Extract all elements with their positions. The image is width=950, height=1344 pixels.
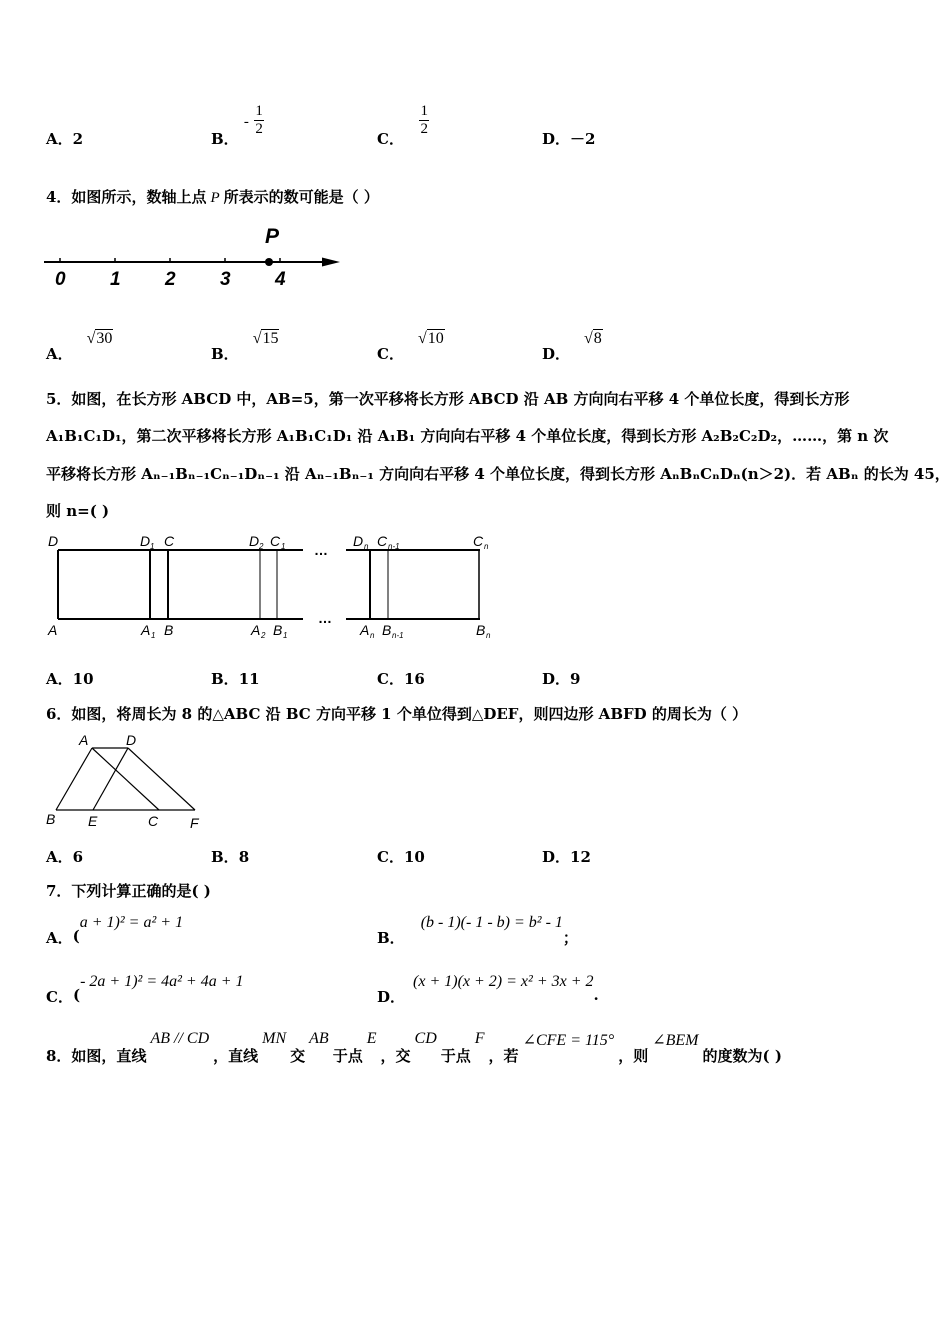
tick-label: 0 (55, 269, 66, 290)
q6-options (46, 846, 926, 868)
math-angle-cfe: ∠CFE = 115° (522, 1032, 615, 1049)
label-an-sub: n (370, 631, 375, 640)
formula: - 2a + 1)² = 4a² + 4a + 1 (80, 973, 244, 990)
square-root (418, 330, 445, 348)
stem-text: 于点 (440, 1047, 471, 1065)
option-letter: A． (46, 848, 73, 866)
label-b1-sub: 1 (283, 631, 288, 640)
q3-option-b[interactable] (211, 103, 264, 149)
math-cd: CD (414, 1030, 437, 1047)
label-d1-sub: 1 (150, 542, 155, 551)
option-c[interactable] (377, 330, 445, 364)
stem-text: 所表示的数可能是（ ） (223, 188, 379, 206)
math-f: F (474, 1030, 485, 1047)
option-c[interactable] (377, 846, 425, 867)
option-letter: B． (211, 670, 239, 688)
q3-option-d[interactable] (542, 128, 595, 149)
option-letter: A． (46, 345, 73, 363)
option-letter: D． (542, 670, 571, 688)
point-symbol: P (210, 190, 220, 206)
stem-text: ，若 (488, 1047, 519, 1065)
segment-ab (56, 748, 92, 810)
label-e: E (88, 813, 98, 829)
square-root (253, 330, 280, 348)
radical-sign-icon: √ (417, 330, 427, 347)
option-c[interactable] (377, 668, 425, 689)
tick-label: 3 (220, 269, 231, 290)
denominator: 2 (255, 121, 263, 137)
formula: a + 1)² = a² + 1 (79, 914, 184, 931)
label-a1: A (141, 622, 151, 638)
stem-text: ，交 (380, 1047, 411, 1065)
segment-de (93, 748, 128, 810)
option-value: 11 (238, 670, 260, 688)
label-c: C (164, 533, 175, 549)
segment-ac (92, 748, 159, 810)
tick-label: 2 (165, 269, 176, 290)
q7-option-a[interactable] (46, 914, 183, 948)
label-a: A (48, 622, 58, 638)
stem-text: 8．如图，直线 (46, 1047, 147, 1065)
label-cn1: C (377, 533, 388, 549)
option-d[interactable] (542, 668, 580, 689)
square-root (87, 330, 114, 348)
q5-line-1: 5．如图，在长方形 ABCD 中，AB=5，第一次平移将长方形 ABCD 沿 AB 方向向右平移 4 个单位长度，得到长方形 (46, 390, 850, 408)
math-ab: AB (309, 1030, 329, 1047)
label-a: A (79, 732, 89, 748)
radicand: 15 (262, 330, 279, 347)
q5-line-3: 平移将长方形 Aₙ₋₁Bₙ₋₁Cₙ₋₁Dₙ₋₁ 沿 Aₙ₋₁Bₙ₋₁ 方向向右平移 4 个单位长度，得到长方形 AₙBₙCₙDₙ(n＞2)．若 ABₙ 的长为 45， (46, 465, 950, 483)
option-value: 6 (72, 848, 84, 866)
denominator: 2 (420, 121, 428, 137)
label-bn1: B (382, 622, 392, 638)
label-cn1-sub: n-1 (388, 542, 400, 551)
option-value: 16 (403, 670, 425, 688)
label-cn: C (473, 533, 484, 549)
number-line-figure (40, 222, 350, 294)
point-p-label: P (265, 225, 280, 248)
option-value: －2 (570, 130, 596, 148)
option-letter: C． (377, 670, 404, 688)
option-a[interactable] (46, 846, 83, 867)
trailing-punct: ； (562, 929, 578, 947)
option-d[interactable] (542, 330, 603, 364)
label-b: B (46, 811, 56, 827)
label-d2-sub: 2 (259, 542, 264, 551)
stem-text: 交 (290, 1047, 306, 1065)
label-a2-sub: 2 (261, 631, 266, 640)
top-ellipsis: … (314, 542, 328, 558)
label-b: B (164, 622, 174, 638)
radicand: 10 (427, 330, 444, 347)
stem-text: 4．如图所示，数轴上点 (46, 188, 207, 206)
q8-stem (46, 1030, 782, 1070)
triangle-translation-figure (40, 730, 215, 832)
option-letter: D． (377, 988, 406, 1006)
q7-option-d[interactable] (377, 973, 599, 1007)
label-d2: D (249, 533, 260, 549)
math-e: E (366, 1030, 377, 1047)
label-bn-sub: n (486, 631, 491, 640)
radical-sign-icon: √ (584, 330, 593, 347)
radical-sign-icon: √ (86, 330, 96, 347)
radicand: 30 (96, 330, 113, 347)
label-a2: A (251, 622, 261, 638)
label-d: D (126, 732, 137, 748)
q7-option-c[interactable] (46, 973, 244, 1007)
trailing-punct: . (593, 986, 599, 1004)
option-letter: C． (377, 848, 404, 866)
option-b[interactable] (211, 846, 249, 867)
label-f: F (190, 815, 199, 831)
option-value: 8 (238, 848, 250, 866)
label-bn1-sub: n-1 (392, 631, 404, 640)
option-letter: C． (46, 988, 73, 1006)
option-value: 2 (72, 130, 84, 148)
label-dn-sub: n (364, 542, 369, 551)
option-b[interactable] (211, 668, 260, 689)
option-value: 9 (570, 670, 581, 688)
segment-df (128, 748, 195, 810)
label-c: C (148, 813, 159, 829)
option-letter: D． (542, 848, 571, 866)
numerator: 1 (255, 103, 263, 119)
option-letter: B． (377, 929, 405, 947)
formula: (x + 1)(x + 2) = x² + 3x + 2 (413, 973, 594, 990)
option-b[interactable] (211, 330, 279, 364)
math-angle-bem: ∠BEM (652, 1032, 699, 1049)
open-paren: ( (72, 927, 80, 945)
math-parallel: AB // CD (150, 1030, 210, 1047)
label-c1: C (270, 533, 281, 549)
label-b1: B (273, 622, 283, 638)
bottom-ellipsis: … (318, 610, 332, 626)
fraction (419, 103, 429, 138)
label-d: D (48, 533, 59, 549)
q7-stem: 7．下列计算正确的是( ) (46, 882, 211, 900)
label-c1-sub: 1 (281, 542, 286, 551)
open-paren: ( (72, 986, 81, 1004)
option-letter: A． (46, 130, 73, 148)
option-letter: D． (542, 345, 571, 363)
radical-sign-icon: √ (252, 330, 262, 347)
q4-options (46, 330, 926, 362)
option-letter: A． (46, 670, 73, 688)
formula: (b - 1)(- 1 - b) = b² - 1 (420, 914, 563, 931)
stem-text: ，直线 (213, 1047, 259, 1065)
q3-option-c[interactable] (377, 103, 429, 149)
label-bn: B (476, 622, 486, 638)
label-an: A (360, 622, 370, 638)
fraction (254, 103, 264, 138)
option-a[interactable] (46, 330, 113, 364)
point-p-marker (265, 258, 273, 266)
option-a[interactable] (46, 668, 94, 689)
label-d1: D (140, 533, 151, 549)
q5-options (46, 668, 926, 690)
option-letter: A． (46, 929, 73, 947)
option-value: 10 (72, 670, 94, 688)
minus-sign: - (243, 114, 249, 130)
option-letter: C． (377, 130, 404, 148)
square-root (584, 330, 603, 348)
stem-text: 的度数为( ) (702, 1047, 782, 1065)
arrow-head-icon (322, 258, 340, 267)
q5-line-2: A₁B₁C₁D₁，第二次平移将长方形 A₁B₁C₁D₁ 沿 A₁B₁ 方向向右平移 4 个单位长度，得到长方形 A₂B₂C₂D₂，……，第 n 次 (46, 427, 889, 445)
option-letter: D． (542, 130, 571, 148)
option-letter: C． (377, 345, 404, 363)
numerator: 1 (420, 103, 428, 119)
option-letter: B． (211, 130, 239, 148)
tick-label: 4 (275, 269, 286, 290)
option-letter: B． (211, 345, 239, 363)
option-value: 12 (570, 848, 591, 866)
option-letter: B． (211, 848, 239, 866)
label-dn: D (353, 533, 364, 549)
q3-option-a[interactable] (46, 128, 83, 149)
tick-label: 1 (110, 269, 121, 290)
q6-stem: 6．如图，将周长为 8 的△ABC 沿 BC 方向平移 1 个单位得到△DEF，则四边形 ABFD 的周长为（ ） (46, 705, 748, 723)
label-a1-sub: 1 (151, 631, 156, 640)
math-mn: MN (262, 1030, 287, 1047)
q7-option-b[interactable] (377, 914, 578, 948)
option-value: 10 (403, 848, 425, 866)
option-d[interactable] (542, 846, 591, 867)
q5-line-4: 则 n=( ) (46, 502, 110, 520)
stem-text: 于点 (332, 1047, 363, 1065)
q4-stem (46, 186, 379, 207)
rectangle-translation-figure (40, 530, 510, 645)
label-cn-sub: n (484, 542, 489, 551)
radicand: 8 (593, 330, 602, 347)
stem-text: ，则 (618, 1047, 649, 1065)
